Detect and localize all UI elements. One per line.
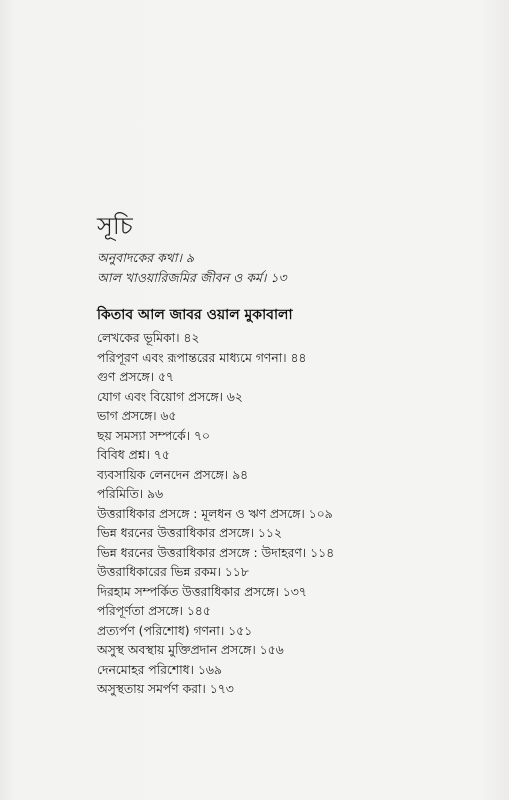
toc-entry: পরিপূরণ এবং রূপান্তরের মাধ্যমে গণনা। ৪৪ (97, 350, 307, 365)
toc-entry: লেখকের ভূমিকা। ৪২ (97, 331, 200, 345)
toc-entry: পরিমিতি। ৯৬ (97, 487, 164, 501)
toc-entry: ভিন্ন ধরনের উত্তরাধিকার প্রসঙ্গে : উদাহরণ। ১১৪ (97, 545, 335, 560)
book-title: কিতাব আল জাবর ওয়াল মুকাবালা (97, 307, 293, 323)
toc-entry: বিবিধ প্রশ্ন। ৭৫ (97, 448, 170, 462)
toc-entry-list (97, 329, 497, 700)
toc-entry: ভাগ প্রসঙ্গে। ৬৫ (97, 409, 177, 423)
toc-intro-item: অনুবাদকের কথা। ৯ (97, 250, 195, 265)
toc-intro-item: আল খাওয়ারিজমির জীবন ও কর্ম। ১৩ (97, 270, 287, 285)
toc-entry: দেনমোহর পরিশোধ। ১৬৯ (97, 662, 222, 677)
toc-entry: প্রত্যর্পণ (পরিশোধ) গণনা। ১৫১ (97, 623, 253, 638)
toc-entry: যোগ এবং বিয়োগ প্রসঙ্গে। ৬২ (97, 389, 243, 404)
toc-entry: দিরহাম সম্পর্কিত উত্তরাধিকার প্রসঙ্গে। ১৩৭ (97, 584, 307, 599)
toc-entry: উত্তরাধিকারের ভিন্ন রকম। ১১৮ (97, 565, 249, 579)
toc-entry: পরিপূর্ণতা প্রসঙ্গে। ১৪৫ (97, 604, 211, 618)
toc-entry: উত্তরাধিকার প্রসঙ্গে : মূলধন ও ঋণ প্রসঙ্গে। ১০৯ (97, 506, 333, 521)
toc-entry: অসুস্থতায় সমর্পণ করা। ১৭৩ (97, 682, 234, 696)
toc-heading: সূচি (97, 212, 133, 240)
toc-entry: ছয় সমস্যা সম্পর্কে। ৭০ (97, 428, 210, 443)
toc-entry: গুণ প্রসঙ্গে। ৫৭ (97, 370, 174, 384)
table-of-contents (97, 210, 497, 700)
toc-entry: অসুস্থ অবস্থায় মুক্তিপ্রদান প্রসঙ্গে। ১৫৬ (97, 643, 284, 657)
toc-entry: ব্যবসায়িক লেনদেন প্রসঙ্গে। ৯৪ (97, 467, 249, 482)
toc-entry: ভিন্ন ধরনের উত্তরাধিকার প্রসঙ্গে। ১১২ (97, 526, 282, 540)
